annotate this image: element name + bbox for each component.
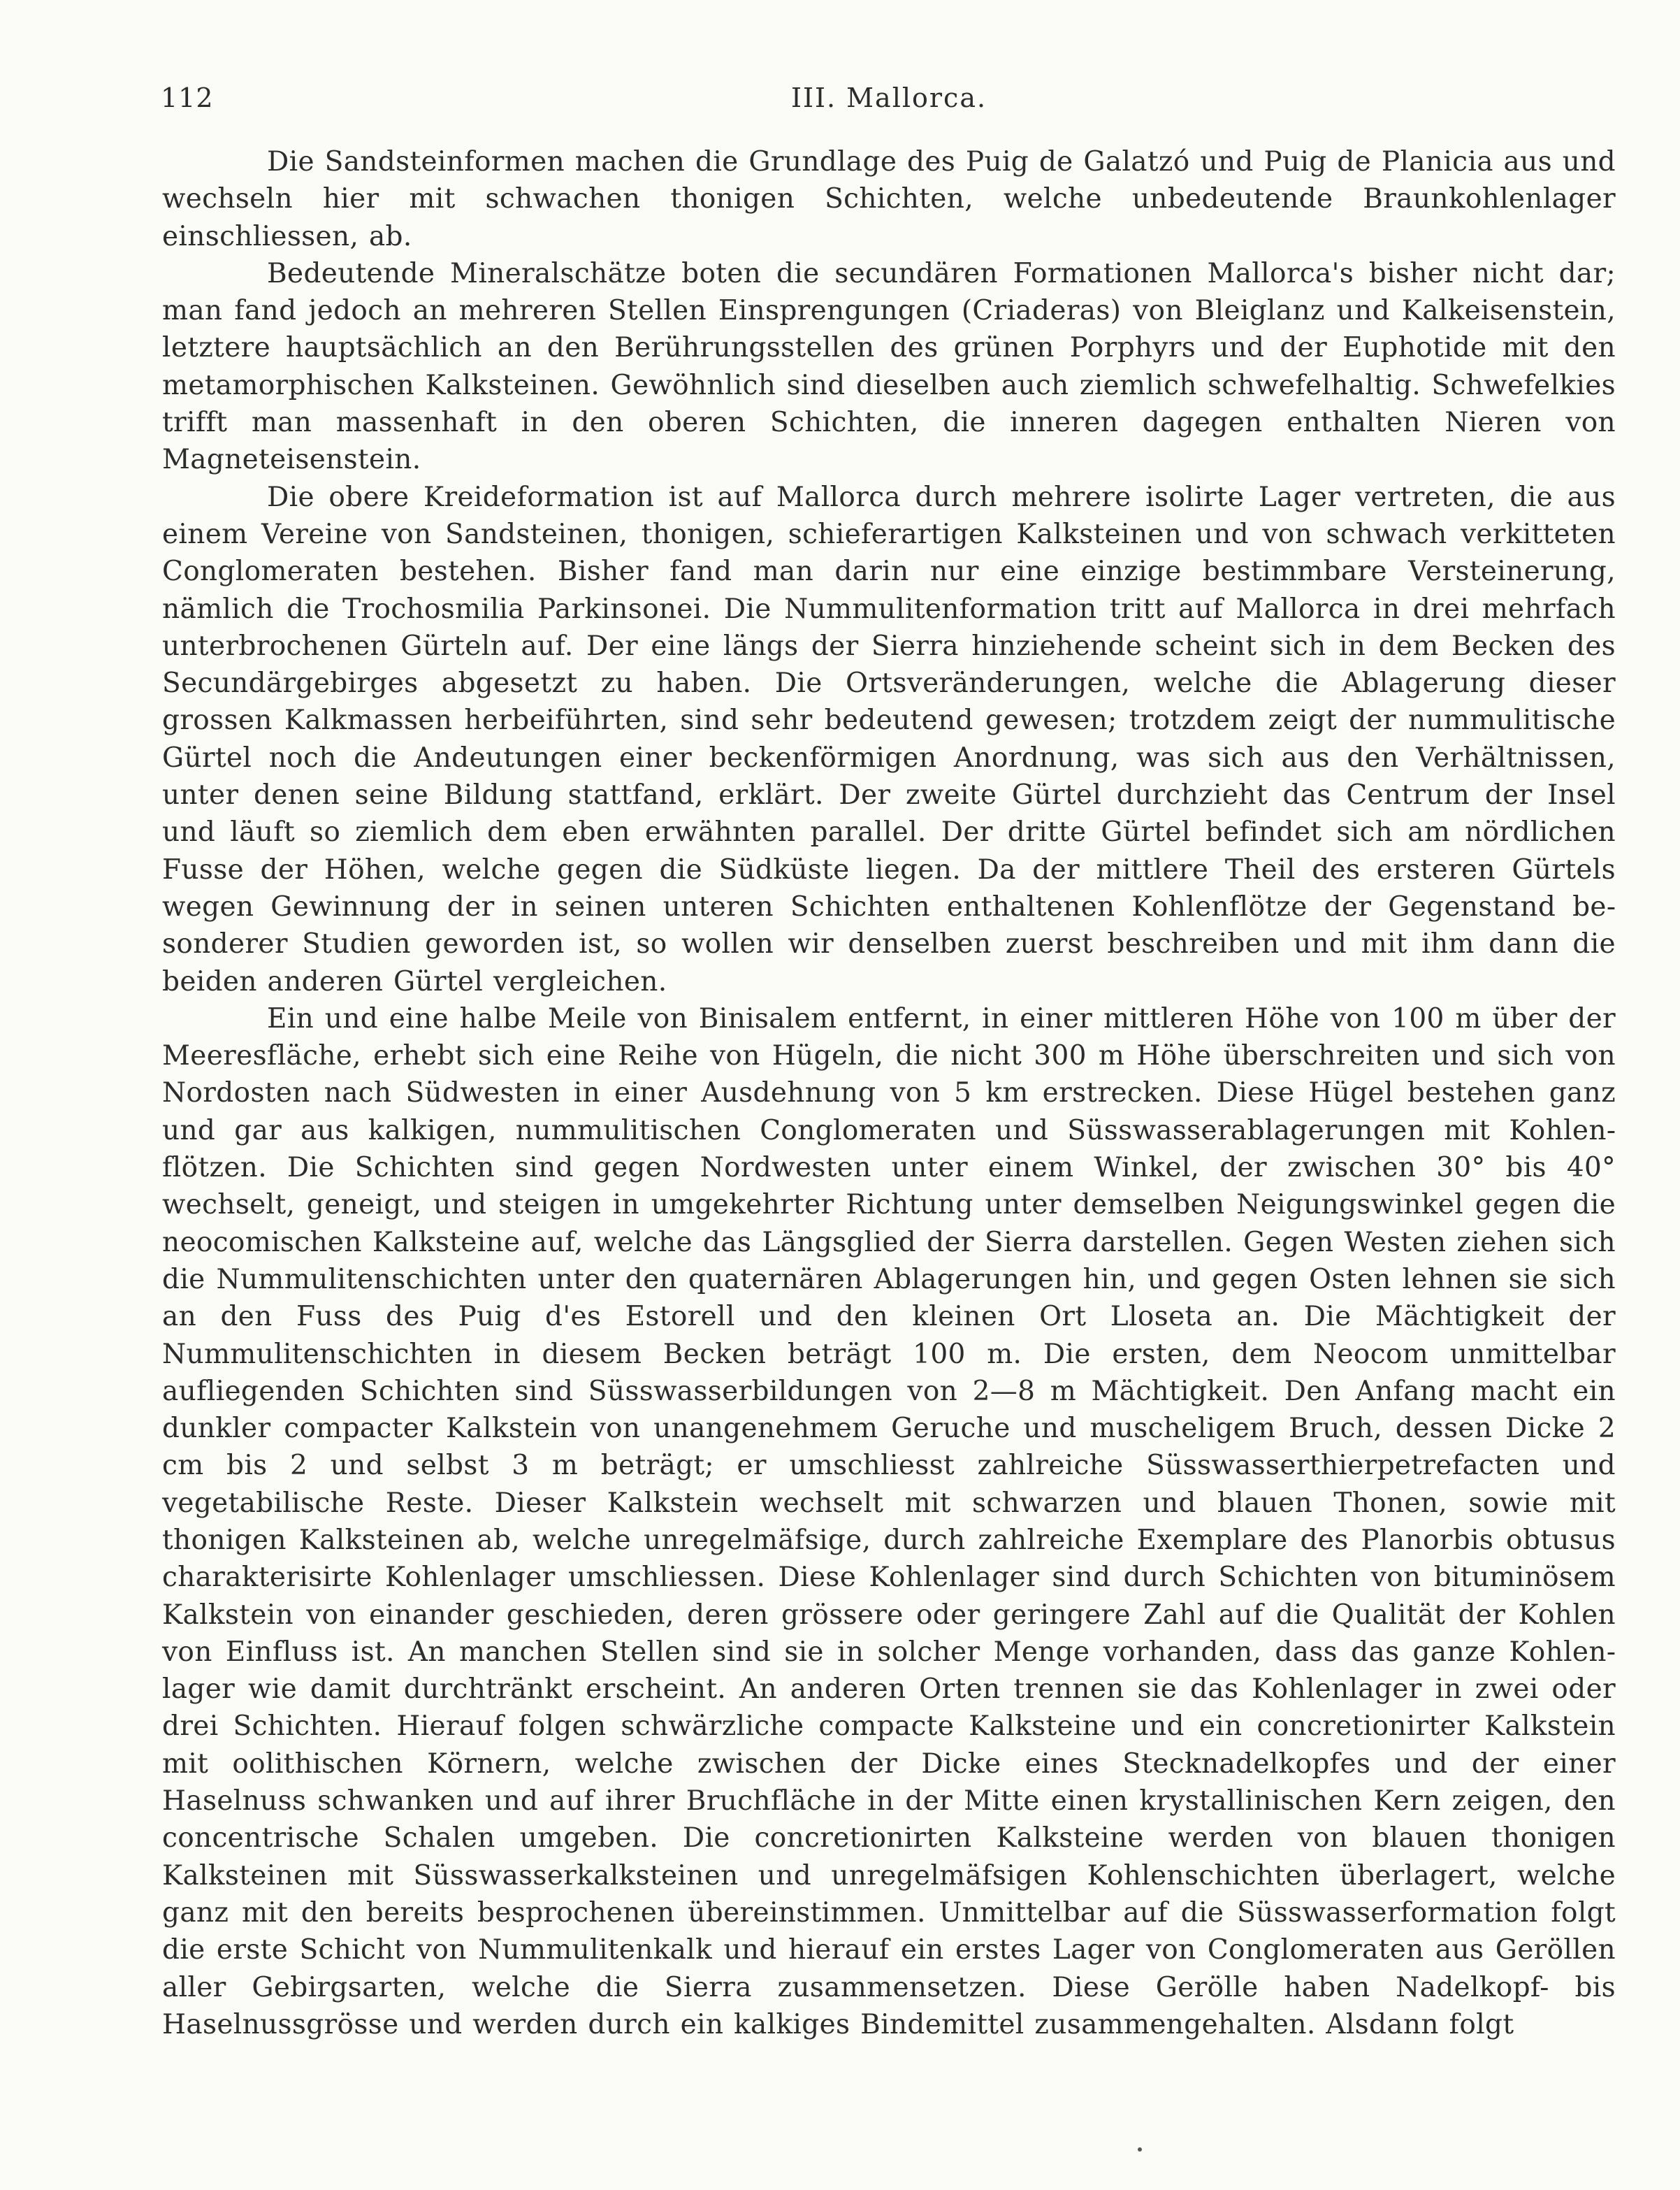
running-title: III. Mallorca. (790, 82, 987, 113)
paragraph-minerals: Bedeutende Mineralschätze boten die secundären Formationen Mallorca's bisher nicht dar; man fand jedoch an mehreren Stellen Einsprengungen (Criaderas) von Bleiglanz und Kalkeisenstein, letztere hauptsächlich an den Berührungsstellen des grünen Porphyrs und der Euphotide mit den metamorphischen Kalksteinen. Gewöhnlich sind dieselben auch ziemlich schwefelhaltig. Schwefelkies trifft man massenhaft in den oberen Schichten, die inneren dagegen enthalten Nieren von Magneteisenstein. (162, 257, 1616, 476)
paragraph-sandstone: Die Sandsteinformen machen die Grundlage des Puig de Galatzó und Puig de Planicia aus und wechseln hier mit schwachen thonigen Schichten, welche unbedeutende Braunkohlenlager einschliessen, ab. (162, 146, 1616, 252)
paragraph-binisalem: Ein und eine halbe Meile von Binisalem entfernt, in einer mittleren Höhe von 100 m über der Meeresfläche, erhebt sich eine Reihe von Hügeln, die nicht 300 m Höhe überschreiten und sich von Nordosten nach Südwesten in einer Ausdehnung von 5 km erstrecken. Diese Hügel bestehen ganz und gar aus kalkigen, nummulitischen Conglomeraten und Süsswasserablagerungen mit Kohlenflötzen. Die Schichten sind gegen Nordwesten unter einem Winkel, der zwischen 30° bis 40° wechselt, geneigt, und steigen in umgekehrter Richtung unter demselben Neigungswinkel gegen die neocomischen Kalksteine auf, welche das Längsglied der Sierra darstellen. Gegen Westen ziehen sich die Nummulitenschichten unter den quaternären Ablagerungen hin, und gegen Osten lehnen sie sich an den Fuss des Puig d'es Estorell und den kleinen Ort Lloseta an. Die Mächtigkeit der Nummulitenschichten in diesem Becken beträgt 100 m. Die ersten, dem Neocom unmittelbar aufliegenden Schichten sind Süsswasserbildungen von 2—8 m Mächtigkeit. Den Anfang macht ein dunkler compacter Kalkstein von unangenehmem Geruche und muscheligem Bruch, dessen Dicke 2 cm bis 2 und selbst 3 m beträgt; er umschliesst zahlreiche Süsswasserthierpetrefacten und vegetabilische Reste. Dieser Kalkstein wechselt mit schwarzen und blauen Thonen, sowie mit thonigen Kalksteinen ab, welche unregelmäfsige, durch zahlreiche Exemplare des Planorbis obtusus charakterisirte Kohlenlager umschliessen. Diese Kohlenlager sind durch Schichten von bituminösem Kalkstein von einander geschieden, deren grössere oder geringere Zahl auf die Qualität der Kohlen von Einfluss ist. An manchen Stellen sind sie in solcher Menge vorhanden, dass das ganze Kohlenlager wie damit durchtränkt erscheint. An anderen Orten trennen sie das Kohlenlager in zwei oder drei Schichten. Hierauf folgen schwärzliche compacte Kalksteine und ein concretionirter Kalkstein mit oolithischen Körnern, welche zwischen der Dicke eines Stecknadelkopfes und der einer Haselnuss schwanken und auf ihrer Bruchfläche in der Mitte einen krystallinischen Kern zeigen, den concentrische Schalen umgeben. Die concretionirten Kalksteine werden von blauen thonigen Kalksteinen mit Süsswasserkalksteinen und unregelmäfsigen Kohlenschichten überlagert, welche ganz mit den bereits besprochenen übereinstimmen. Unmittelbar auf die Süsswasserformation folgt die erste Schicht von Nummulitenkalk und hierauf ein erstes Lager von Conglomeraten aus Geröllen aller Gebirgsarten, welche die Sierra zusammensetzen. Diese Gerölle haben Nadelkopf- bis Haselnussgrösse und werden durch ein kalkiges Bindemittel zusammengehalten. Alsdann folgt (162, 1002, 1616, 2040)
page-number: 112 (161, 82, 214, 113)
body-text (162, 143, 1616, 2043)
paragraph-cretaceous: Die obere Kreideformation ist auf Mallorca durch mehrere isolirte Lager vertreten, die aus einem Vereine von Sandsteinen, thonigen, schieferartigen Kalksteinen und von schwach verkitteten Conglomeraten bestehen. Bisher fand man darin nur eine einzige bestimmbare Versteinerung, nämlich die Trochosmilia Parkinsonei. Die Nummulitenformation tritt auf Mallorca in drei mehrfach unterbrochenen Gürteln auf. Der eine längs der Sierra hinziehende scheint sich in dem Becken des Secundärgebirges abgesetzt zu haben. Die Ortsveränderungen, welche die Ablagerung dieser grossen Kalkmassen herbeiführten, sind sehr bedeutend gewesen; trotzdem zeigt der nummulitische Gürtel noch die Andeutungen einer beckenförmigen Anordnung, was sich aus den Verhältnissen, unter denen seine Bildung stattfand, erklärt. Der zweite Gürtel durchzieht das Centrum der Insel und läuft so ziemlich dem eben erwähnten parallel. Der dritte Gürtel befindet sich am nördlichen Fusse der Höhen, welche gegen die Südküste liegen. Da der mittlere Theil des ersteren Gürtels wegen Gewinnung der in seinen unteren Schichten enthaltenen Kohlenflötze der Gegenstand besonderer Studien geworden ist, so wollen wir denselben zuerst beschreiben und mit ihm dann die beiden anderen Gürtel vergleichen. (162, 481, 1616, 997)
print-speck (1138, 2147, 1142, 2152)
running-header (162, 82, 1616, 117)
